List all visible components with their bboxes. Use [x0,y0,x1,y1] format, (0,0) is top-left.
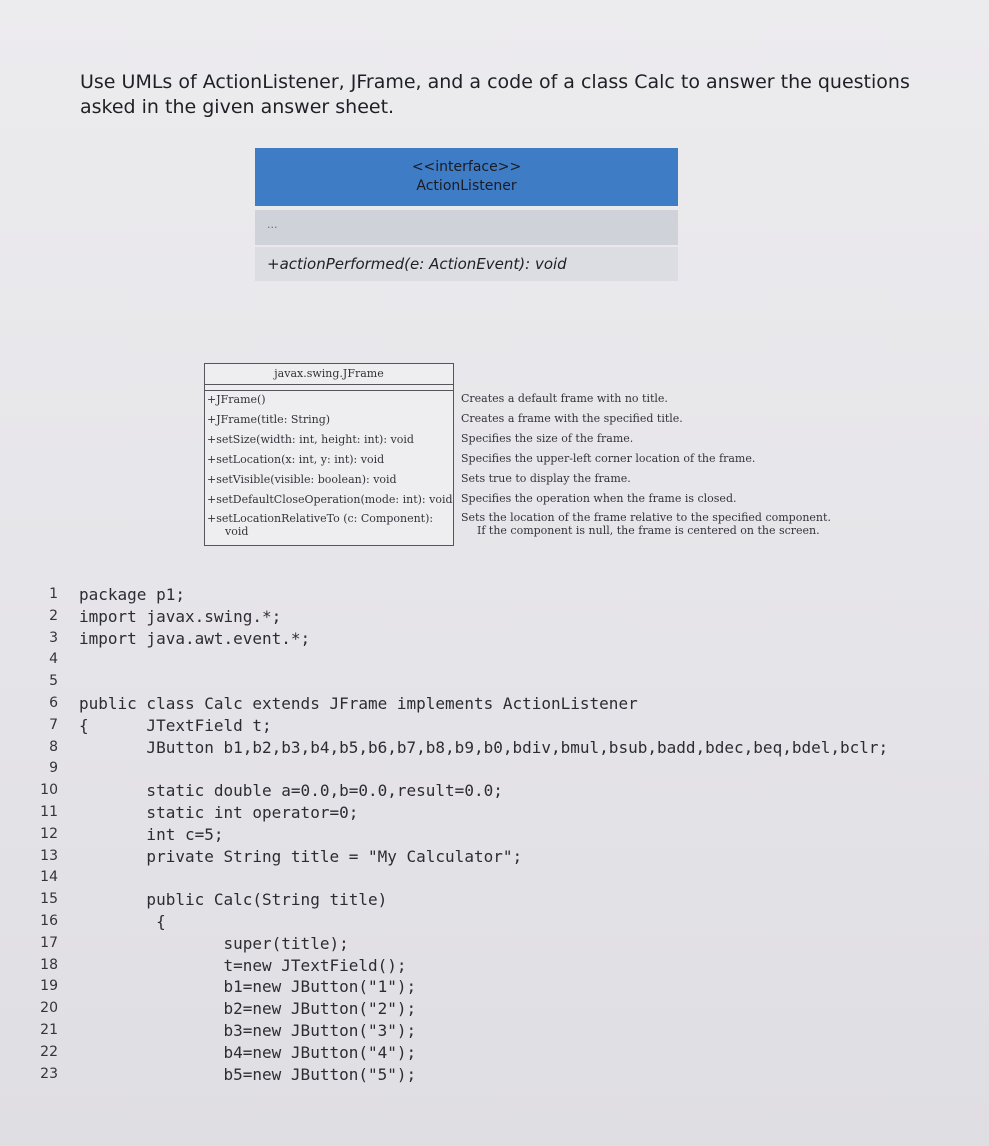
line-number: 15 [40,891,58,908]
line-number: 9 [49,760,58,777]
jframe-uml-title: javax.swing.JFrame [205,364,453,385]
jframe-description: Specifies the upper-left corner location of the frame. [461,452,756,465]
jframe-method: +setLocation(x: int, y: int): void [207,453,385,466]
jframe-descriptions [461,390,851,543]
line-number: 17 [40,934,58,951]
jframe-description: Sets true to display the frame. [461,472,631,485]
jframe-method: +JFrame() [207,393,266,406]
line-number: 2 [49,607,58,624]
code-text: b5=new JButton("5"); [79,1064,417,1084]
instructions-text: Use UMLs of ActionListener, JFrame, and a code of a class Calc to answer the questions asked in the given answer sheet. [80,71,910,118]
line-number: 21 [40,1021,58,1038]
jframe-description: Specifies the operation when the frame is closed. [461,492,737,505]
line-number: 7 [49,716,58,733]
actionlistener-uml [255,148,678,281]
code-text: package p1; [79,585,185,604]
code-text: public Calc(String title) [79,890,388,910]
code-text: super(title); [79,933,349,953]
code-text: t=new JTextField(); [79,955,407,975]
actionlistener-uml-header [255,148,678,206]
jframe-description: Creates a frame with the specified title. [461,412,683,425]
line-number: 4 [49,651,58,668]
code-text: import javax.swing.*; [79,606,282,626]
jframe-description: Creates a default frame with no title. [461,392,668,405]
uml-attributes: ... [255,210,678,245]
jframe-method-continued: void [225,525,249,538]
code-text: b3=new JButton("3"); [79,1020,417,1040]
jframe-uml [204,363,454,546]
code-text: public class Calc extends JFrame implements ActionListener [79,693,638,713]
line-number: 5 [49,673,58,690]
line-number: 8 [49,738,58,755]
code-text: { JTextField t; [79,715,272,735]
code-text: b4=new JButton("4"); [79,1042,417,1062]
line-number: 13 [40,847,58,864]
line-number: 6 [49,694,58,711]
jframe-method: +JFrame(title: String) [207,413,331,426]
jframe-method: +setDefaultCloseOperation(mode: int): void [207,493,453,506]
line-number: 23 [40,1065,58,1082]
jframe-description: Sets the location of the frame relative to the specified component. [461,511,831,524]
code-text: private String title = "My Calculator"; [79,846,523,866]
line-number: 10 [40,782,58,799]
jframe-method: +setVisible(visible: boolean): void [207,473,397,486]
line-number: 18 [40,956,58,973]
code-text: int c=5; [79,824,224,844]
line-number: 16 [40,912,58,929]
line-number: 20 [40,1000,58,1017]
code-text: import java.awt.event.*; [79,628,311,648]
line-number: 14 [40,869,58,886]
line-number: 11 [40,803,58,820]
jframe-method: +setLocationRelativeTo (c: Component): [207,512,434,525]
jframe-method: +setSize(width: int, height: int): void [207,433,414,446]
line-number: 19 [40,978,58,995]
uml-stereotype: <<interface>> [411,159,522,175]
jframe-description: Specifies the size of the frame. [461,432,634,445]
code-text: b2=new JButton("2"); [79,999,417,1019]
code-text: JButton b1,b2,b3,b4,b5,b6,b7,b8,b9,b0,bdiv,bmul,bsub,badd,bdec,beq,bdel,bclr; [79,737,889,757]
line-number: 1 [49,586,58,602]
code-text: { [79,911,166,931]
uml-interface-name: ActionListener [416,178,517,194]
jframe-description-continued: If the component is null, the frame is centered on the screen. [477,524,820,537]
line-number: 3 [49,629,58,646]
line-number: 22 [40,1043,58,1060]
line-number: 12 [40,825,58,842]
uml-operation: +actionPerformed(e: ActionEvent): void [255,247,678,281]
code-text: static int operator=0; [79,802,359,822]
code-text: b1=new JButton("1"); [79,977,417,997]
code-text: static double a=0.0,b=0.0,result=0.0; [79,781,503,801]
